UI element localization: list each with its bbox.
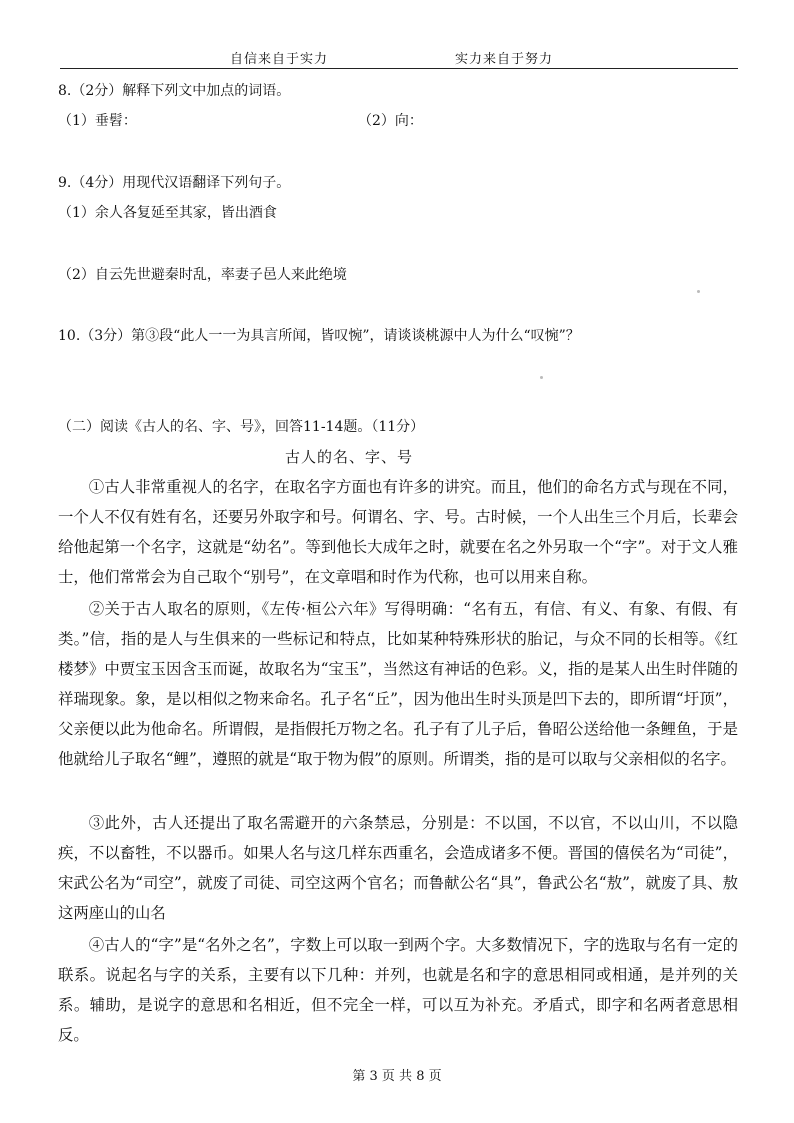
question-9-item-1: （1）余人各复延至其家，皆出酒食 [58, 205, 277, 221]
article-paragraph-1: ①古人非常重视人的名字，在取名字方面也有许多的讲究。而且，他们的命名方式与现在不同，一个人不仅有姓有名，还要另外取字和号。何谓名、字、号。古时候，一个人出生三个月后，长辈会给他起第一个名字，这就是“幼名”。等到他长大成年之时，就要在名之外另取一个“字”。对于文人雅士，他们常常会为自己取个“别号”，在文章唱和时作为代称，也可以用来自称。 [58, 478, 738, 586]
article-paragraph-4: ④古人的“字”是“名外之名”，字数上可以取一到两个字。大多数情况下，字的选取与名有一定的联系。说起名与字的关系，主要有以下几种：并列，也就是名和字的意思相同或相通，是并列的关系。辅助，是说字的意思和名相近，但不完全一样，可以互为补充。矛盾式，即字和名两者意思相反。 [58, 936, 738, 1044]
question-8-item-2: （2）向： [358, 113, 423, 129]
section-intro: （二）阅读《古人的名、字、号》，回答11-14题。（11分） [58, 419, 425, 435]
page-number: 第 3 页 共 8 页 [352, 1069, 442, 1084]
page-header [60, 46, 738, 69]
question-10-stem: 10.（3分）第③段“此人一一为具言所闻，皆叹惋”，请谈谈桃源中人为什么“叹惋”？ [58, 328, 580, 344]
question-8-stem: 8.（2分）解释下列文中加点的词语。 [58, 83, 291, 99]
header-motto-left: 自信来自于实力 [230, 52, 329, 67]
header-motto-right: 实力来自于努力 [455, 52, 554, 67]
scan-speck [697, 290, 700, 293]
question-9-item-2: （2）自云先世避秦时乱，率妻子邑人来此绝境 [58, 267, 347, 283]
article-paragraph-3: ③此外，古人还提出了取名需避开的六条禁忌，分别是：不以国，不以官，不以山川，不以隐疾，不以畜牲，不以器币。如果人名与这几样东西重名，会造成诸多不便。晋国的僖侯名为“司徒”，宋武公名为“司空”，就废了司徒、司空这两个官名；而鲁献公名“具”，鲁武公名“敖”，就废了具、敖这两座山的山名 [58, 814, 738, 922]
scan-speck [540, 376, 543, 379]
article-title: 古人的名、字、号 [285, 448, 414, 466]
question-9-stem: 9.（4分）用现代汉语翻译下列句子。 [58, 175, 291, 191]
article-paragraph-2: ②关于古人取名的原则，《左传·桓公六年》写得明确：“名有五，有信、有义、有象、有假、有类。”信，指的是人与生俱来的一些标记和特点，比如某种特殊形状的胎记，与众不同的长相等。《红楼梦》中贾宝玉因含玉而诞，故取名为“宝玉”，当然这有神话的色彩。义，指的是某人出生时伴随的祥瑞现象。象，是以相似之物来命名。孔子名“丘”，因为他出生时头顶是凹下去的，即所谓“圩顶”，父亲便以此为他命名。所谓假，是指假托万物之名。孔子有了儿子后，鲁昭公送给他一条鲤鱼，于是他就给儿子取名“鲤”，遵照的就是“取于物为假”的原则。所谓类，指的是可以取与父亲相似的名字。 [58, 600, 738, 768]
question-8-item-1: （1）垂髫： [58, 113, 137, 129]
